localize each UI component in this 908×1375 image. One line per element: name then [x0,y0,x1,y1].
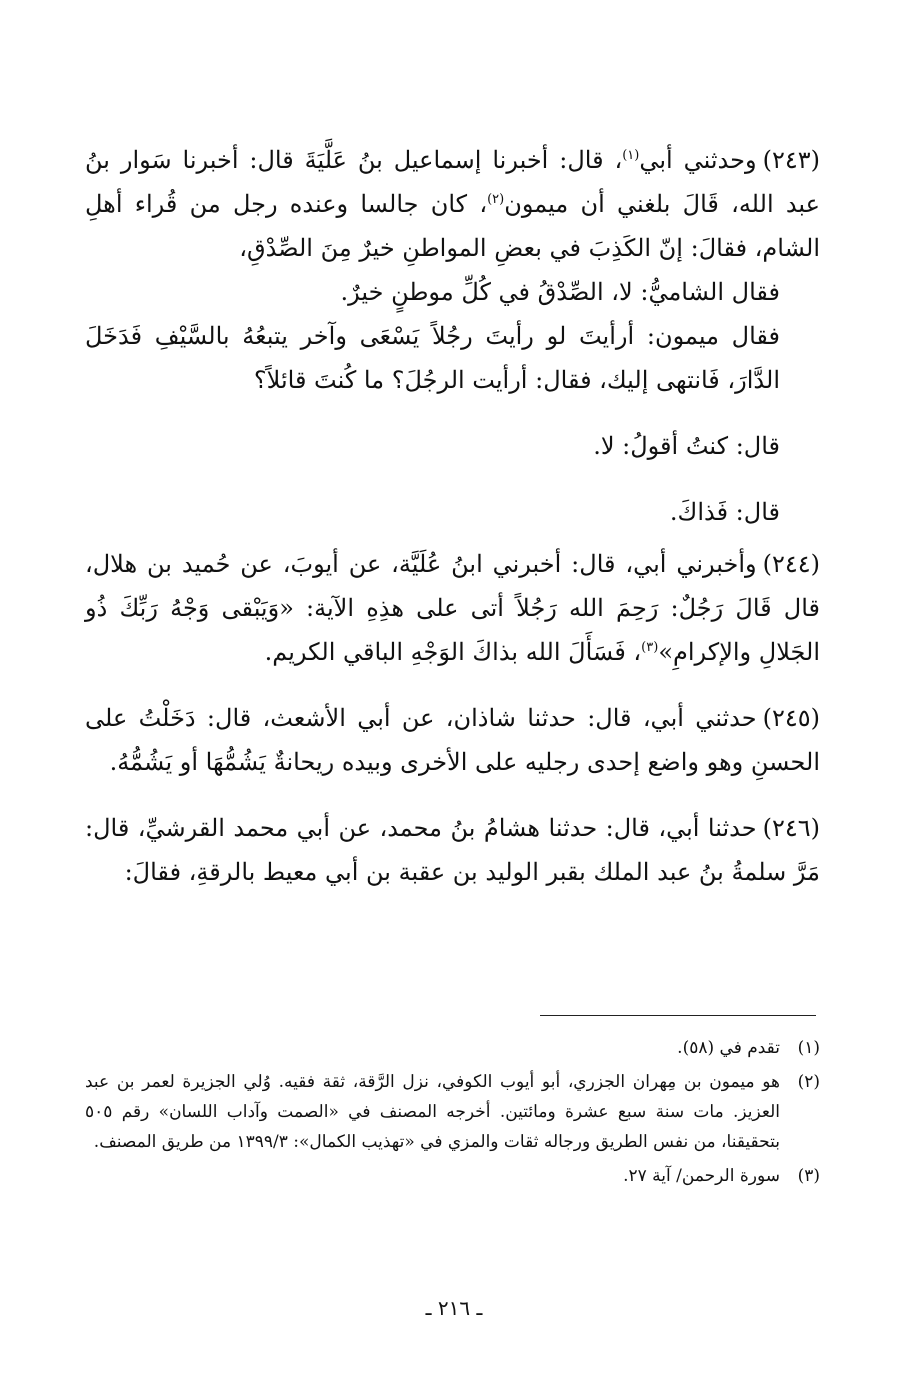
footnote-number: (١) [797,1038,820,1058]
hadith-number: (٢٤٥) [762,704,820,732]
footnotes [85,1033,820,1195]
main-text [85,138,820,894]
footnote-number: (٣) [797,1166,820,1186]
hadith-text: حدثنا أبي، قال: حدثنا هشامُ بنُ محمد، عن أبي محمد القرشيِّ، قال: مَرَّ سلمةُ بنُ عبد الملك بقبر الوليد بن عقبة بن أبي معيط بالرقةِ، فقالَ: [85,814,820,886]
hadith-text: ، كان جالسا وعنده رجل من قُراء أهلِ الشام، فقالَ: إنّ الكَذِبَ في بعضِ المواطنِ خيرٌ مِنَ الصِّدْقِ، [85,190,820,262]
hadith-text: حدثني أبي، قال: حدثنا شاذان، عن أبي الأشعث، قال: دَخَلْتُ على الحسنِ وهو واضع إحدى رجليه على الأخرى وبيده ريحانةٌ يَشُمُّهَا أو يَشُمُّهُ. [85,704,820,776]
footnote-ref: (٣) [641,640,659,655]
hadith-246 [85,806,820,894]
hadith-number: (٢٤٦) [762,814,820,842]
hadith-text: ، فَسَأَلَ الله بذاكَ الوَجْهِ الباقي الكريم. [264,638,642,666]
footnote-divider [540,1015,816,1016]
footnote [85,1067,820,1157]
dialogue-line: قال: كنتُ أقولُ: لا. [593,432,780,460]
footnote-text: تقدم في (٥٨). [677,1038,780,1058]
footnote-text: سورة الرحمن/ آية ٢٧. [623,1166,780,1186]
footnote-ref: (١) [622,148,640,163]
page-number: ـ ٢١٦ ـ [425,1296,483,1320]
footnote-number: (٢) [797,1072,820,1092]
hadith-244 [85,542,820,674]
hadith-text: ، قال: أخبرنا إسماعيل بنُ عَلَّيَةَ قال: أخبرنا سَوار بنُ عبد الله، قَالَ بلغني أن ميمون [85,146,820,218]
dialogue-line: قال: فَذاكَ. [669,498,780,526]
hadith-number: (٢٤٣) [762,146,820,174]
footnote-ref: (٢) [487,192,505,207]
hadith-text: وحدثني أبي [639,146,757,174]
hadith-number: (٢٤٤) [762,550,820,578]
footnote [85,1033,820,1063]
hadith-245 [85,696,820,784]
footnote-text: هو ميمون بن مِهران الجزري، أبو أيوب الكوفي، نزل الرَّقة، ثقة فقيه. وُلي الجزيرة لعمر بن عبد العزيز. مات سنة سبع عشرة ومائتين. أخرجه المصنف في «الصمت وآداب اللسان» رقم ٥٠٥ بتحقيقنا، من نفس الطريق ورجاله ثقات والمزي في «تهذيب الكمال»: ١٣٩٩/٣ من طريق المصنف. [85,1072,780,1152]
footnote [85,1161,820,1191]
dialogue-line: فقال ميمون: أرأيتَ لو رأيتَ رجُلاً يَسْعَى وآخر يتبعُهُ بالسَّيْفِ فَدَخَلَ الدَّارَ، فَانتهى إليك، فقال: أرأيت الرجُلَ؟ ما كُنتَ قائلاً؟ [85,322,780,394]
dialogue-line: فقال الشاميُّ: لا، الصِّدْقُ في كُلِّ موطنٍ خيرٌ. [340,278,780,306]
hadith-text: وأخبرني أبي، قال: أخبرني ابنُ عُلَيَّة، عن أيوبَ، عن حُميد بن هلال، قال قَالَ رَجُلٌ: رَحِمَ الله رَجُلاً أتى على هذِهِ الآية: «وَيَبْقى وَجْهُ رَبِّكَ ذُو الجَلالِ والإكرامِ» [85,550,820,666]
hadith-243 [85,138,820,270]
